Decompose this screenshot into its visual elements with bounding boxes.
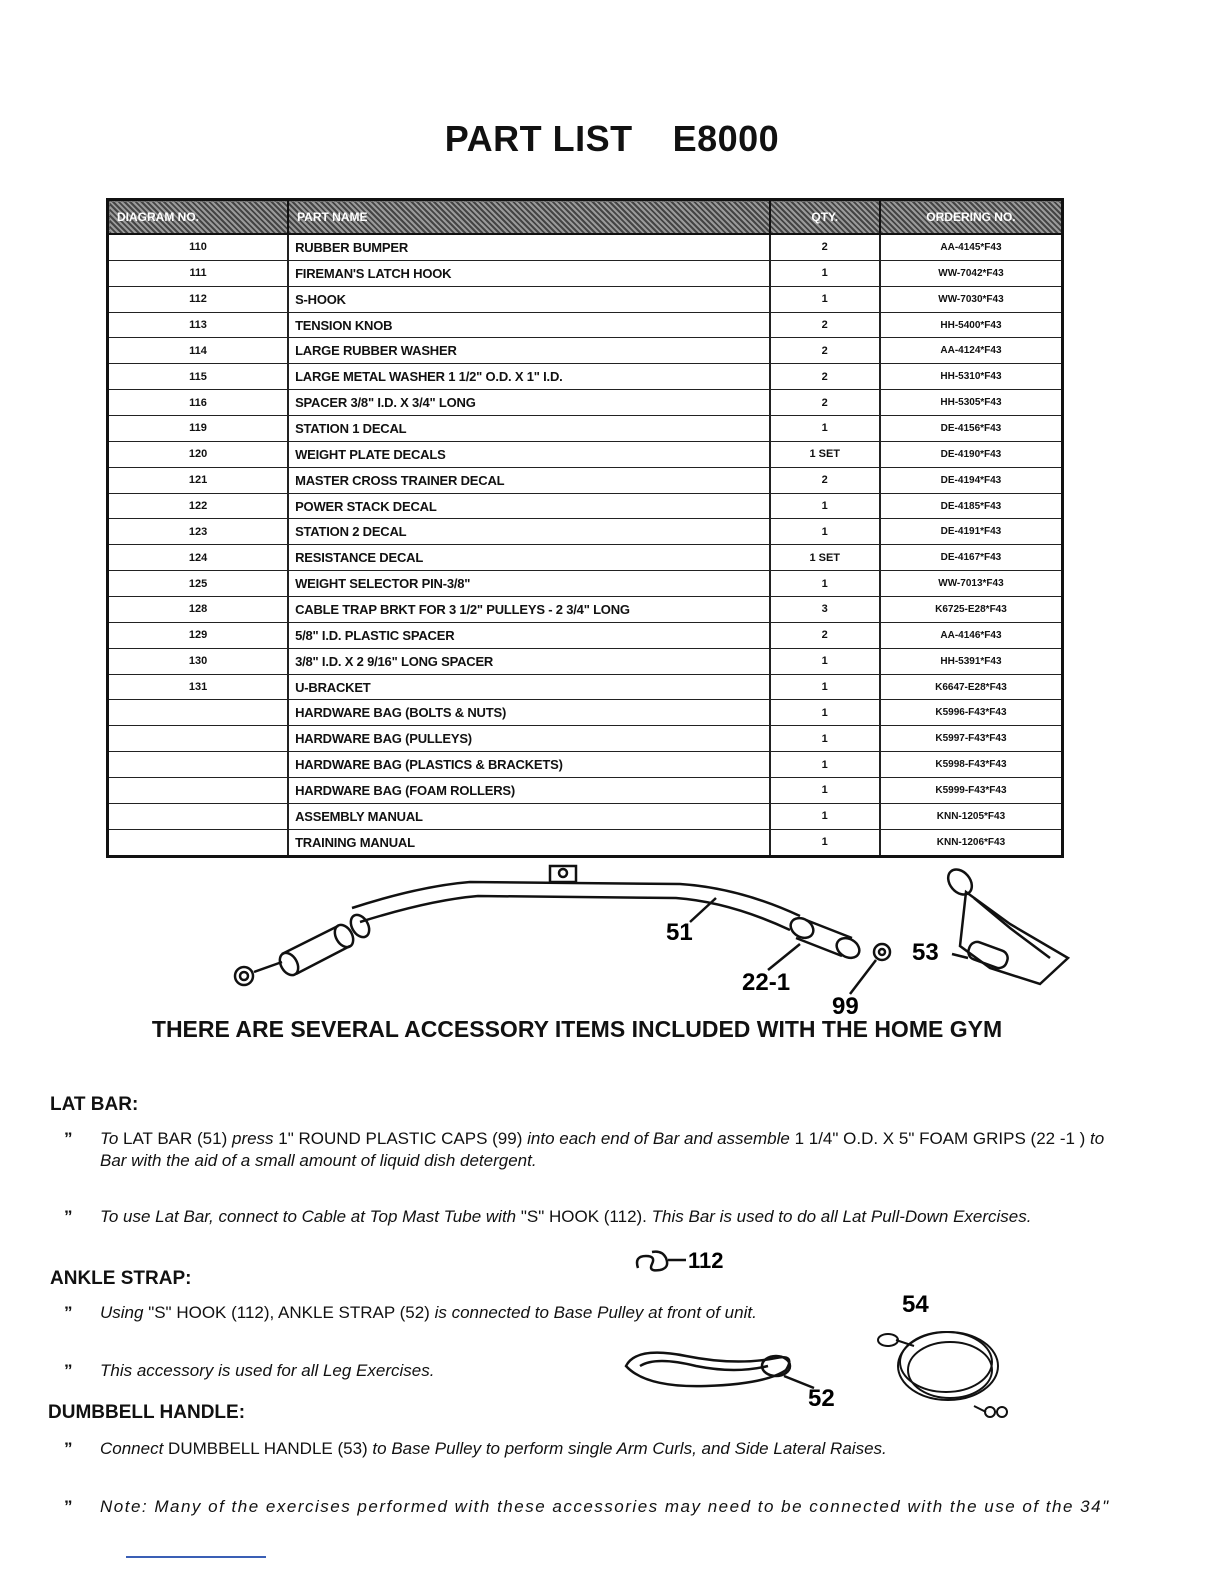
diagram-no-cell: 128: [108, 597, 289, 623]
text-run: press: [231, 1129, 279, 1148]
model-number: E8000: [672, 118, 780, 159]
qty-cell: 2: [770, 390, 880, 416]
lat-bar-shape: [352, 882, 800, 916]
ordering-no-cell: KNN-1205*F43: [880, 803, 1063, 829]
header-qty: QTY.: [770, 200, 880, 235]
table-row: [108, 700, 1063, 726]
ankle-strap-bullet-1: [64, 1302, 864, 1324]
ordering-no-cell: K5996-F43*F43: [880, 700, 1063, 726]
diagram-no-cell: 112: [108, 286, 289, 312]
table-row: [108, 803, 1063, 829]
qty-cell: 1: [770, 674, 880, 700]
diagram-no-cell: [108, 700, 289, 726]
table-row: [108, 571, 1063, 597]
text-run: LAT BAR (51): [123, 1129, 232, 1148]
ordering-no-cell: AA-4124*F43: [880, 338, 1063, 364]
bullet-mark: ”: [64, 1361, 73, 1380]
table-row: [108, 441, 1063, 467]
table-row: [108, 286, 1063, 312]
cable-figure: [868, 1290, 1028, 1420]
table-header-row: [108, 200, 1063, 235]
part-name-cell: HARDWARE BAG (PLASTICS & BRACKETS): [288, 752, 770, 778]
bullet-mark: ”: [64, 1129, 73, 1148]
diagram-no-cell: [108, 778, 289, 804]
callout-112: 112: [688, 1248, 724, 1273]
qty-cell: 1: [770, 571, 880, 597]
qty-cell: 2: [770, 622, 880, 648]
part-name-cell: TENSION KNOB: [288, 312, 770, 338]
ankle-strap-figure: [616, 1336, 856, 1416]
qty-cell: 1: [770, 829, 880, 856]
ordering-no-cell: DE-4194*F43: [880, 467, 1063, 493]
part-name-cell: HARDWARE BAG (FOAM ROLLERS): [288, 778, 770, 804]
part-name-cell: LARGE RUBBER WASHER: [288, 338, 770, 364]
ordering-no-cell: WW-7030*F43: [880, 286, 1063, 312]
ankle-strap-bullet-2: [64, 1360, 584, 1382]
text-run: Using: [100, 1303, 149, 1322]
qty-cell: 1: [770, 286, 880, 312]
table-row: [108, 597, 1063, 623]
qty-cell: 2: [770, 467, 880, 493]
text-run: Connect: [100, 1439, 169, 1458]
lat-bar-heading: LAT BAR:: [50, 1094, 139, 1115]
qty-cell: 1: [770, 726, 880, 752]
table-row: [108, 467, 1063, 493]
diagram-no-cell: 122: [108, 493, 289, 519]
ordering-no-cell: HH-5310*F43: [880, 364, 1063, 390]
bullet-mark: ”: [64, 1439, 73, 1458]
text-run: to Base Pulley to perform single Arm Curls, and Side Lateral Raises.: [372, 1439, 887, 1458]
table-row: [108, 829, 1063, 856]
qty-cell: 1: [770, 648, 880, 674]
diagram-no-cell: 115: [108, 364, 289, 390]
part-name-cell: CABLE TRAP BRKT FOR 3 1/2" PULLEYS - 2 3/4" LONG: [288, 597, 770, 623]
table-row: [108, 312, 1063, 338]
part-name-cell: STATION 2 DECAL: [288, 519, 770, 545]
qty-cell: 1: [770, 416, 880, 442]
s-hook-shape: [637, 1252, 686, 1271]
coiled-cable-shape: [878, 1332, 1007, 1417]
part-name-cell: ASSEMBLY MANUAL: [288, 803, 770, 829]
header-ordering-no: ORDERING NO.: [880, 200, 1063, 235]
ordering-no-cell: HH-5305*F43: [880, 390, 1063, 416]
ankle-strap-shape: [626, 1353, 814, 1388]
ordering-no-cell: DE-4191*F43: [880, 519, 1063, 545]
callout-22-1: 22-1: [742, 969, 791, 996]
diagram-no-cell: [108, 752, 289, 778]
right-grip-shape: [787, 914, 863, 962]
qty-cell: 2: [770, 364, 880, 390]
part-name-cell: LARGE METAL WASHER 1 1/2" O.D. X 1" I.D.: [288, 364, 770, 390]
part-name-cell: STATION 1 DECAL: [288, 416, 770, 442]
header-diagram-no: DIAGRAM NO.: [108, 200, 289, 235]
diagram-no-cell: 131: [108, 674, 289, 700]
accessory-heading: THERE ARE SEVERAL ACCESSORY ITEMS INCLUDED WITH THE HOME GYM: [151, 1016, 1003, 1042]
lat-bar-bullet-1: [64, 1128, 1124, 1172]
part-name-cell: SPACER 3/8" I.D. X 3/4" LONG: [288, 390, 770, 416]
s-hook-figure: [630, 1244, 750, 1280]
ankle-strap-heading: ANKLE STRAP:: [50, 1268, 192, 1289]
qty-cell: 1: [770, 700, 880, 726]
part-name-cell: S-HOOK: [288, 286, 770, 312]
diagram-no-cell: 116: [108, 390, 289, 416]
part-name-cell: FIREMAN'S LATCH HOOK: [288, 260, 770, 286]
callout-51: 51: [666, 919, 693, 946]
qty-cell: 3: [770, 597, 880, 623]
diagram-no-cell: 121: [108, 467, 289, 493]
part-name-cell: 3/8" I.D. X 2 9/16" LONG SPACER: [288, 648, 770, 674]
bullet-mark: ”: [64, 1303, 73, 1322]
table-row: [108, 674, 1063, 700]
table-row: [108, 778, 1063, 804]
qty-cell: 1: [770, 803, 880, 829]
bullet-mark: ”: [64, 1497, 73, 1516]
ordering-no-cell: K6647-E28*F43: [880, 674, 1063, 700]
part-name-cell: RUBBER BUMPER: [288, 234, 770, 260]
ordering-no-cell: K5999-F43*F43: [880, 778, 1063, 804]
text-run: to Bar with the aid of a small amount of liquid dish detergent.: [100, 1129, 1105, 1170]
ordering-no-cell: HH-5391*F43: [880, 648, 1063, 674]
diagram-no-cell: 113: [108, 312, 289, 338]
dumbbell-handle-shape: [943, 865, 1068, 984]
table-row: [108, 390, 1063, 416]
ordering-no-cell: DE-4185*F43: [880, 493, 1063, 519]
table-row: [108, 752, 1063, 778]
qty-cell: 1 SET: [770, 545, 880, 571]
accessories-illustration: [0, 858, 1224, 1028]
qty-cell: 1: [770, 519, 880, 545]
table-row: [108, 338, 1063, 364]
parts-table: [106, 198, 1064, 858]
page-title: [0, 118, 1224, 160]
ordering-no-cell: AA-4146*F43: [880, 622, 1063, 648]
callout-99: 99: [832, 993, 859, 1020]
callout-53: 53: [912, 939, 939, 966]
qty-cell: 1: [770, 260, 880, 286]
diagram-no-cell: [108, 829, 289, 856]
diagram-no-cell: [108, 726, 289, 752]
text-run: into each end of Bar and assemble: [527, 1129, 795, 1148]
table-row: [108, 416, 1063, 442]
table-row: [108, 364, 1063, 390]
text-run: DUMBBELL HANDLE (53): [168, 1439, 373, 1458]
ordering-no-cell: AA-4145*F43: [880, 234, 1063, 260]
qty-cell: 1 SET: [770, 441, 880, 467]
ordering-no-cell: K6725-E28*F43: [880, 597, 1063, 623]
part-name-cell: POWER STACK DECAL: [288, 493, 770, 519]
qty-cell: 1: [770, 493, 880, 519]
qty-cell: 2: [770, 234, 880, 260]
diagram-no-cell: 110: [108, 234, 289, 260]
text-run: To use Lat Bar, connect to Cable at Top Mast Tube with: [100, 1207, 521, 1226]
text-run: This Bar is used to do all Lat Pull-Down Exercises.: [646, 1207, 1032, 1226]
table-row: [108, 622, 1063, 648]
qty-cell: 1: [770, 778, 880, 804]
ordering-no-cell: DE-4156*F43: [880, 416, 1063, 442]
diagram-no-cell: 120: [108, 441, 289, 467]
text-run: "S" HOOK (112).: [520, 1207, 647, 1226]
part-name-cell: RESISTANCE DECAL: [288, 545, 770, 571]
table-row: [108, 648, 1063, 674]
lat-bar-bullet-2: [64, 1206, 1124, 1228]
ordering-no-cell: DE-4190*F43: [880, 441, 1063, 467]
callout-52: 52: [808, 1385, 835, 1412]
note-text: Note: Many of the exercises performed with these accessories may need to be connected with the use of the 34": [100, 1497, 1110, 1516]
qty-cell: 1: [770, 752, 880, 778]
part-name-cell: WEIGHT PLATE DECALS: [288, 441, 770, 467]
part-name-cell: HARDWARE BAG (BOLTS & NUTS): [288, 700, 770, 726]
ordering-no-cell: DE-4167*F43: [880, 545, 1063, 571]
diagram-no-cell: 111: [108, 260, 289, 286]
text-run: is connected to Base Pulley at front of unit.: [434, 1303, 757, 1322]
part-name-cell: 5/8" I.D. PLASTIC SPACER: [288, 622, 770, 648]
bullet-mark: ”: [64, 1207, 73, 1226]
qty-cell: 2: [770, 338, 880, 364]
diagram-no-cell: 123: [108, 519, 289, 545]
diagram-no-cell: 130: [108, 648, 289, 674]
left-cap-shape: [235, 967, 253, 985]
part-name-cell: HARDWARE BAG (PULLEYS): [288, 726, 770, 752]
text-run: To: [100, 1129, 124, 1148]
diagram-no-cell: 124: [108, 545, 289, 571]
table-row: [108, 545, 1063, 571]
part-name-cell: MASTER CROSS TRAINER DECAL: [288, 467, 770, 493]
diagram-no-cell: 119: [108, 416, 289, 442]
callout-54: 54: [902, 1291, 929, 1318]
right-cap-shape: [874, 944, 890, 960]
diagram-no-cell: [108, 803, 289, 829]
part-name-cell: TRAINING MANUAL: [288, 829, 770, 856]
table-row: [108, 260, 1063, 286]
table-row: [108, 493, 1063, 519]
table-row: [108, 726, 1063, 752]
ordering-no-cell: K5997-F43*F43: [880, 726, 1063, 752]
ordering-no-cell: WW-7042*F43: [880, 260, 1063, 286]
ordering-no-cell: HH-5400*F43: [880, 312, 1063, 338]
header-part-name: PART NAME: [288, 200, 770, 235]
part-name-cell: WEIGHT SELECTOR PIN-3/8": [288, 571, 770, 597]
text-run: This accessory is used for all Leg Exercises.: [100, 1361, 435, 1380]
ordering-no-cell: KNN-1206*F43: [880, 829, 1063, 856]
left-grip-shape: [276, 912, 373, 979]
table-row: [108, 234, 1063, 260]
note-bullet: [64, 1496, 1124, 1518]
text-run: "S" HOOK (112), ANKLE STRAP (52): [148, 1303, 435, 1322]
text-run: 1" ROUND PLASTIC CAPS (99): [278, 1129, 528, 1148]
page-mark: [126, 1556, 266, 1558]
ordering-no-cell: K5998-F43*F43: [880, 752, 1063, 778]
part-name-cell: U-BRACKET: [288, 674, 770, 700]
diagram-no-cell: 114: [108, 338, 289, 364]
qty-cell: 2: [770, 312, 880, 338]
dumbbell-handle-heading: DUMBBELL HANDLE:: [48, 1402, 246, 1423]
diagram-no-cell: 129: [108, 622, 289, 648]
diagram-no-cell: 125: [108, 571, 289, 597]
dumbbell-bullet-1: [64, 1438, 1124, 1460]
table-row: [108, 519, 1063, 545]
title-text: PART LIST: [444, 118, 633, 159]
text-run: 1 1/4" O.D. X 5" FOAM GRIPS (22 -1 ): [794, 1129, 1091, 1148]
ordering-no-cell: WW-7013*F43: [880, 571, 1063, 597]
